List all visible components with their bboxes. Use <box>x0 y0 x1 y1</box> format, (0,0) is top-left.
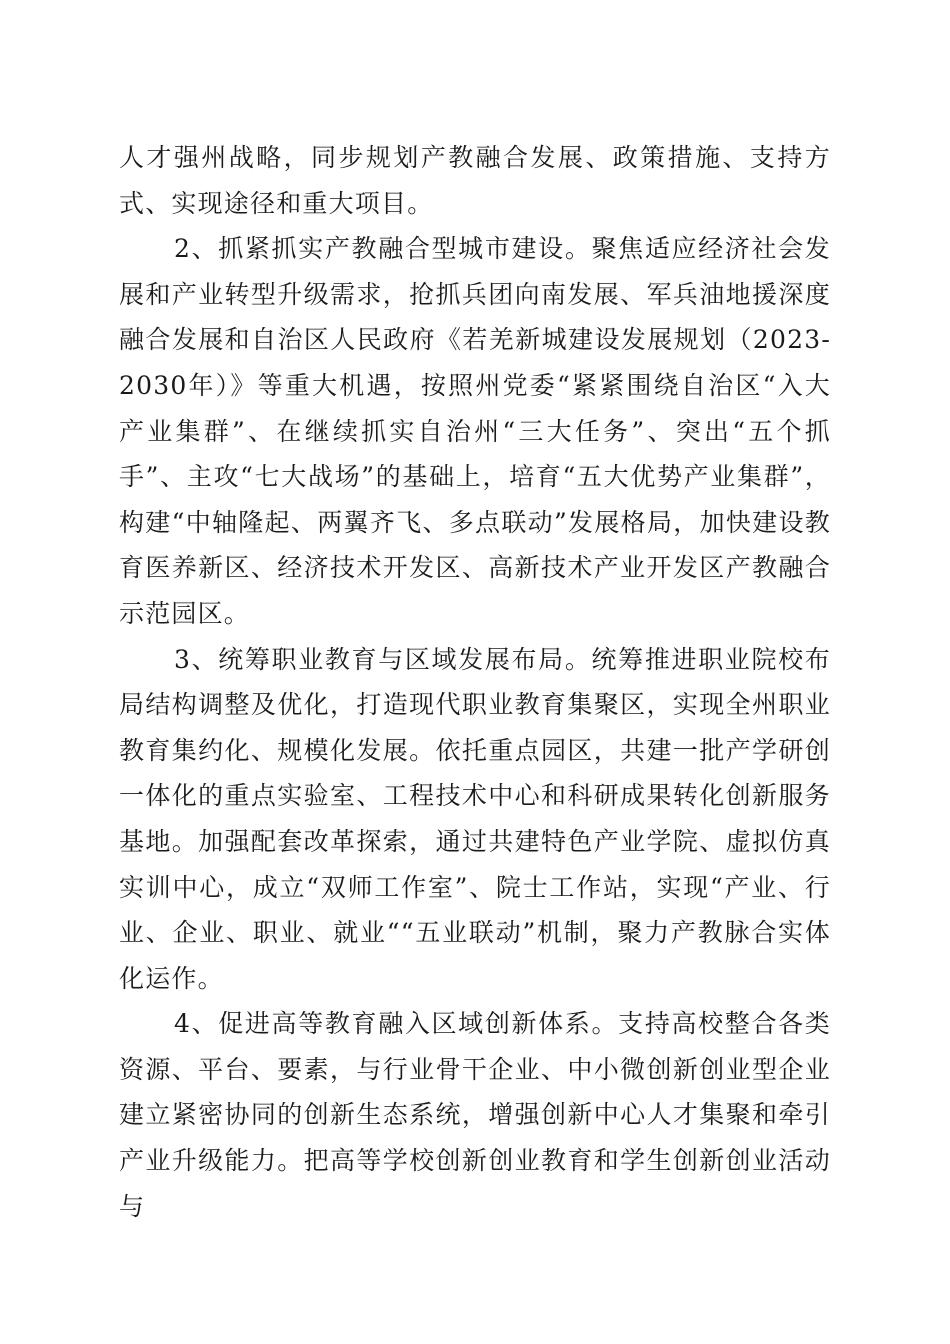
paragraph-item-4: 4、促进高等教育融入区域创新体系。支持高校整合各类资源、平台、要素，与行业骨干企业、中小微创新创业型企业建立紧密协同的创新生态系统，增强创新中心人才集聚和牵引产业升级能力。把高等学校创新创业教育和学生创新创业活动与 <box>119 1009 831 1221</box>
document-body <box>119 135 831 1229</box>
paragraph-item-3: 3、统筹职业教育与区域发展布局。统筹推进职业院校布局结构调整及优化，打造现代职业教育集聚区，实现全州职业教育集约化、规模化发展。依托重点园区，共建一批产学研创一体化的重点实验室、工程技术中心和科研成果转化创新服务基地。加强配套改革探索，通过共建特色产业学院、虚拟仿真实训中心，成立“双师工作室”、院士工作站，实现“产业、行业、企业、职业、就业““五业联动”机制，聚力产教脉合实体化运作。 <box>119 644 831 993</box>
paragraph-item-2: 2、抓紧抓实产教融合型城市建设。聚焦适应经济社会发展和产业转型升级需求，抢抓兵团向南发展、军兵油地援深度融合发展和自治区人民政府《若羌新城建设发展规划（2023-2030年）》等重大机遇，按照州党委“紧紧围绕自治区“入大产业集群”、在继续抓实自治州“三大任务”、突出“五个抓手”、主攻“七大战场”的基础上，培育“五大优势产业集群”，构建“中轴隆起、两翼齐飞、多点联动”发展格局，加快建设教育医养新区、经济技术开发区、高新技术产业开发区产教融合示范园区。 <box>119 234 831 628</box>
paragraph-continuation: 人才强州战略，同步规划产教融合发展、政策措施、支持方式、实现途径和重大项目。 <box>119 143 831 218</box>
